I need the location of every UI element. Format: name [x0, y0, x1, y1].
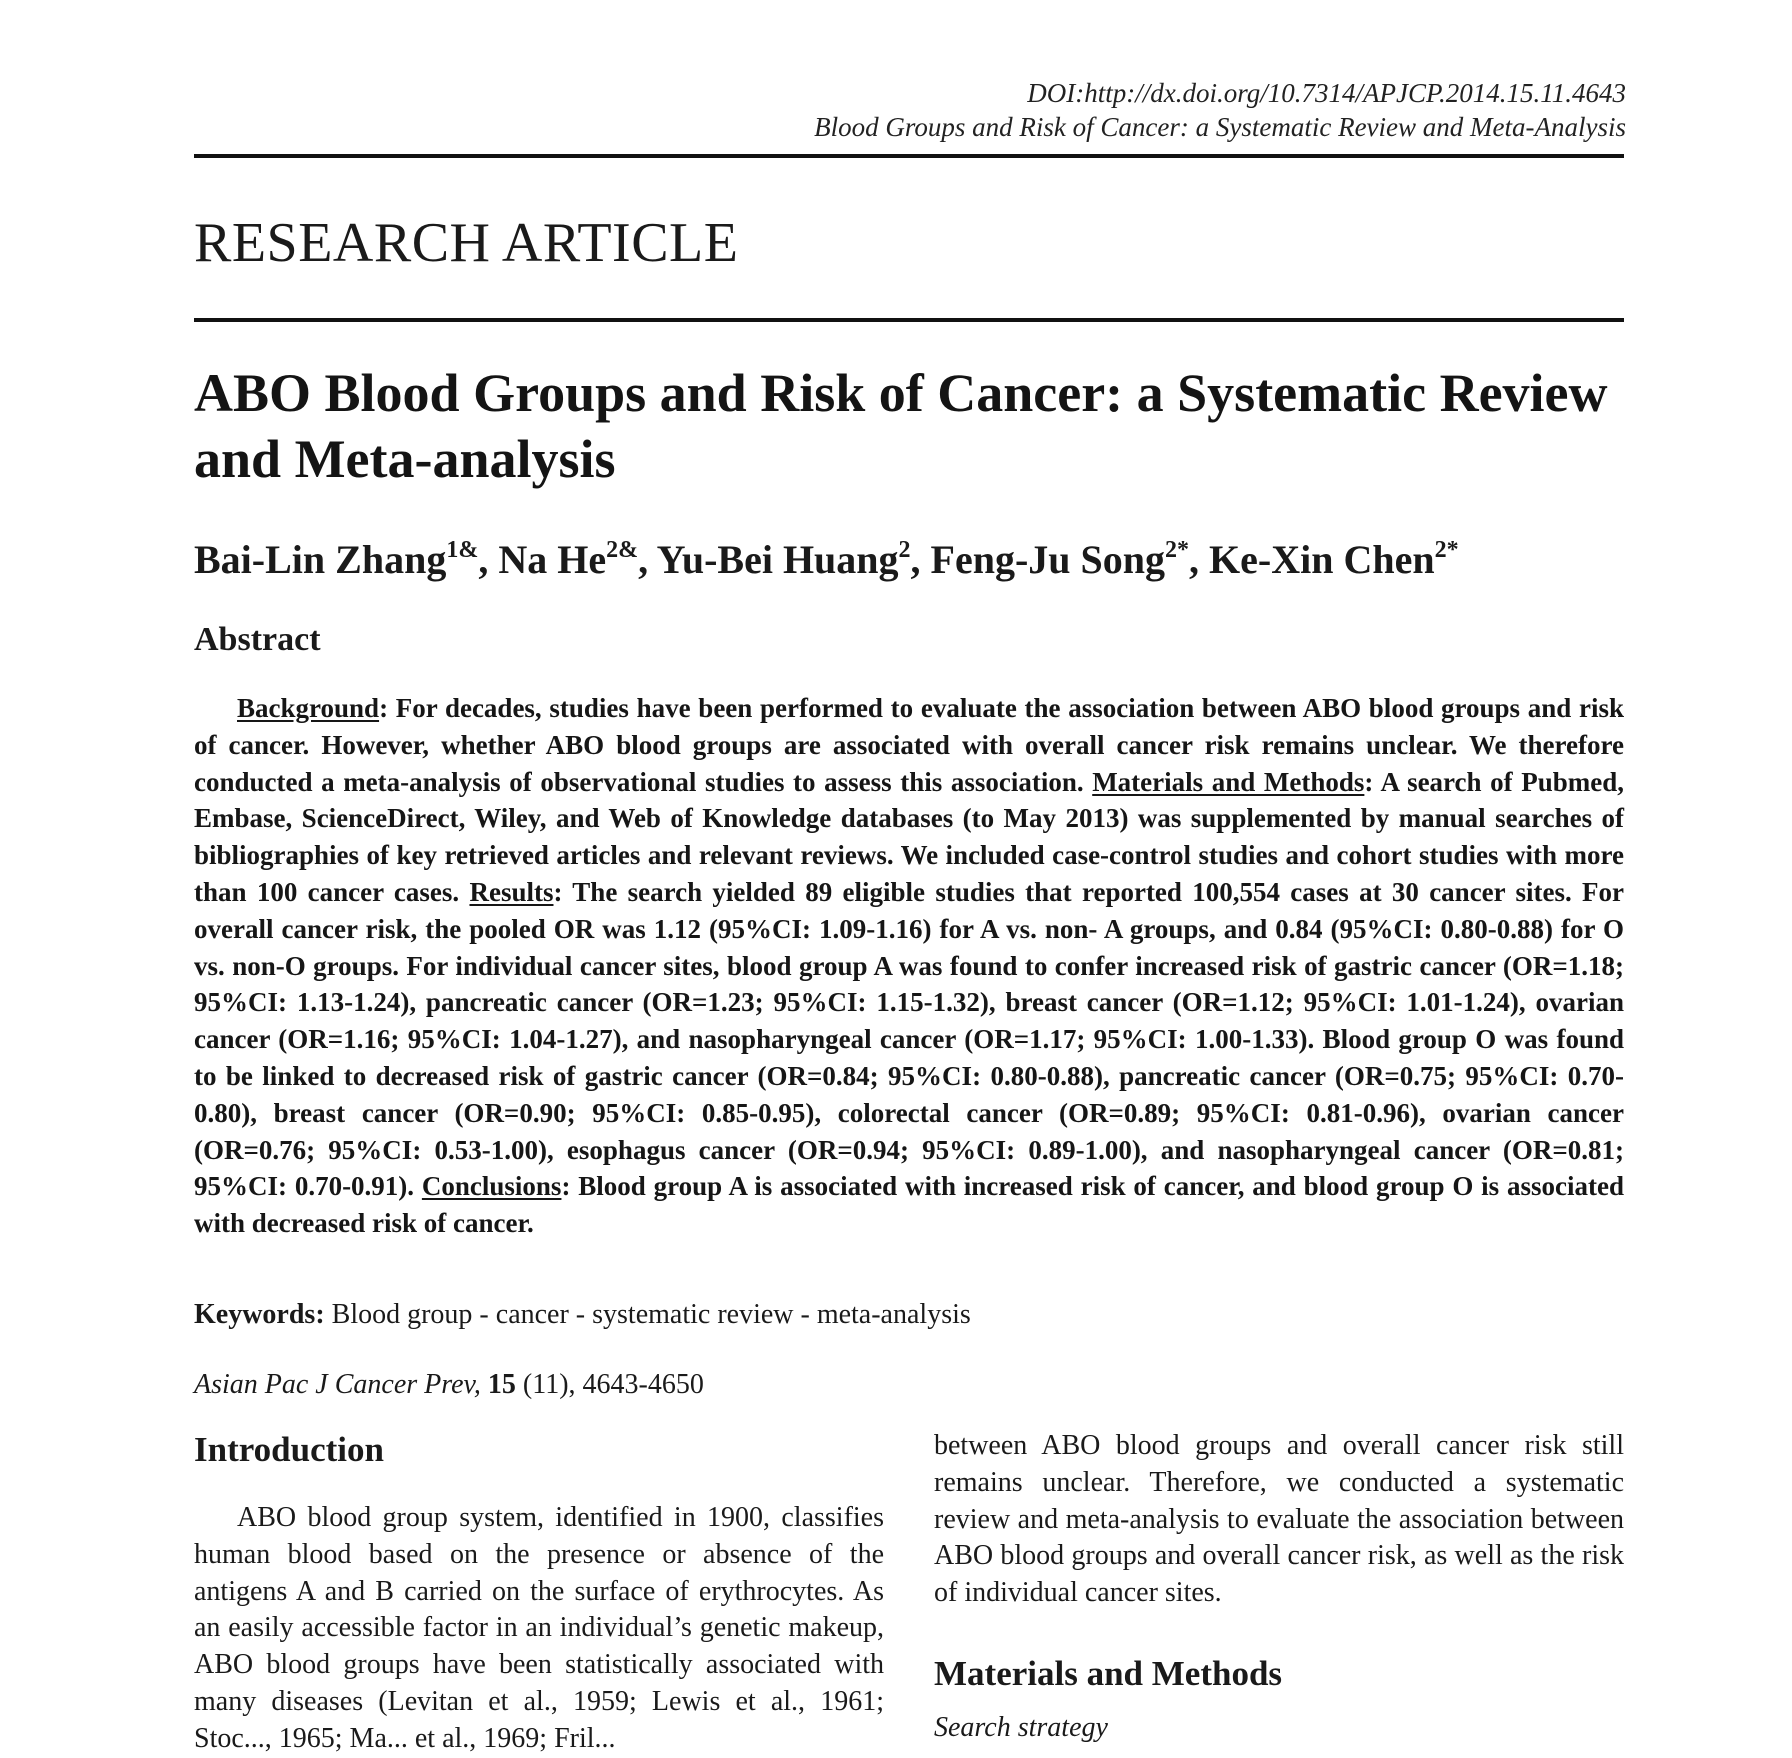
- author-name: Bai-Lin Zhang: [194, 537, 447, 582]
- search-strategy-subheading: Search strategy: [934, 1711, 1108, 1743]
- left-column: [194, 1428, 884, 1758]
- conclusions-label: Conclusions: [421, 1171, 562, 1202]
- keywords-text: Blood group - cancer - systematic review - meta-analysis: [324, 1299, 971, 1330]
- title-rule: [194, 318, 1624, 322]
- keywords: [194, 1296, 1624, 1334]
- author-affiliation: 1&: [446, 537, 479, 563]
- author-name: Na He: [498, 537, 607, 582]
- author-affiliation: 2&: [606, 537, 639, 563]
- doi-link[interactable]: DOI:http://dx.doi.org/10.7314/APJCP.2014.15.11.4643: [1027, 78, 1626, 108]
- background-text: : For decades, studies have been performed to evaluate the association between ABO blood groups and risk of cancer. However, whether ABO blood groups are associated with overall cancer risk remains unclear. We therefore conducted a meta-analysis of observational studies to assess this association.: [194, 693, 1624, 797]
- author-name: Yu-Bei Huang: [656, 537, 899, 582]
- right-column: [934, 1428, 1624, 1746]
- methods-label: Materials and Methods: [1092, 766, 1365, 797]
- results-label: Results: [469, 876, 554, 907]
- top-rule: [194, 154, 1624, 158]
- article-type-label: RESEARCH ARTICLE: [194, 212, 739, 274]
- background-label: Background: [237, 693, 380, 723]
- author-affiliation: 2*: [1165, 537, 1190, 563]
- methods-text: : A search of Pubmed, Embase, ScienceDirect, Wiley, and Web of Knowledge databases (to May 2013) was supplemented by manual searches of bibliographies of key retrieved articles and relevant reviews. We included case-control studies and cohort studies with more than 100 cancer cases.: [194, 766, 1624, 907]
- abstract-heading: Abstract: [194, 621, 321, 658]
- results-text: : The search yielded 89 eligible studies that reported 100,554 cases at 30 cancer sites. For overall cancer risk, the pooled OR was 1.12 (95%CI: 1.09-1.16) for A vs. non- A groups, and 0.84 (95%CI: 0.80-0.88) for O vs. non-O groups. For individual cancer sites, blood group A was found to confer increased risk of gastric cancer (OR=1.18; 95%CI: 1.13-1.24), pancreatic cancer (OR=1.23; 95%CI: 1.15-1.32), breast cancer (OR=1.12; 95%CI: 1.01-1.24), ovarian cancer (OR=1.16; 95%CI: 1.04-1.27), and nasopharyngeal cancer (OR=1.17; 95%CI: 1.00-1.33). Blood group O was found to be linked to decreased risk of gastric cancer (OR=0.84; 95%CI: 0.80-0.88), pancreatic cancer (OR=0.75; 95%CI: 0.70-0.80), breast cancer (OR=0.90; 95%CI: 0.85-0.95), colorectal cancer (OR=0.89; 95%CI: 0.81-0.96), ovarian cancer (OR=0.76; 95%CI: 0.53-1.00), esophagus cancer (OR=0.94; 95%CI: 0.89-1.00), and nasopharyngeal cancer (OR=0.81; 95%CI: 0.70-0.91).: [194, 876, 1625, 1202]
- conclusions-text: : Blood group A is associated with increased risk of cancer, and blood group O is associated with decreased risk of cancer.: [194, 1171, 1624, 1239]
- running-title: Blood Groups and Risk of Cancer: a Systematic Review and Meta-Analysis: [814, 112, 1626, 142]
- citation: [194, 1366, 1194, 1404]
- abstract-body: [194, 690, 1624, 1242]
- pages: , 4643-4650: [568, 1369, 704, 1400]
- right-column-text: between ABO blood groups and overall cancer risk still remains unclear. Therefore, we conducted a systematic review and meta-analysis to evaluate the association between ABO blood groups and overall cancer risk, as well as the risk of individual cancer sites.: [934, 1430, 1624, 1609]
- introduction-text: ABO blood group system, identified in 1900, classifies human blood based on the presence or absence of the antigens A and B carried on the surface of erythrocytes. As an easily accessible factor in an individual’s genetic makeup, ABO blood groups have been statistically associated with many diseases (Levitan et al., 1959; Lewis et al., 1961; Stoc..., 1965; Ma... et al., 1969; Fril...: [194, 1502, 884, 1754]
- volume: 15: [487, 1369, 516, 1400]
- author-name: Feng-Ju Song: [930, 537, 1166, 582]
- journal-name: Asian Pac J Cancer Prev,: [194, 1369, 481, 1400]
- author-affiliation: 2: [898, 537, 911, 563]
- methods-heading: Materials and Methods: [934, 1653, 1283, 1693]
- keywords-label: Keywords:: [194, 1299, 325, 1330]
- author-affiliation: 2*: [1434, 537, 1459, 563]
- author-name: Ke-Xin Chen: [1209, 537, 1435, 582]
- running-header: [626, 76, 1626, 144]
- issue: (11): [522, 1369, 569, 1400]
- paper-title: ABO Blood Groups and Risk of Cancer: a Systematic Review and Meta-analysis: [194, 363, 1608, 489]
- author-list: Bai-Lin Zhang$^{1\&}$, Na $He^{2\&}$, Yu-Bei Huang$^2$, Feng-Ju Song$^{2*}$, Ke-Xin Chen$^{2*}$: [194, 537, 1459, 582]
- introduction-heading: Introduction: [194, 1430, 384, 1469]
